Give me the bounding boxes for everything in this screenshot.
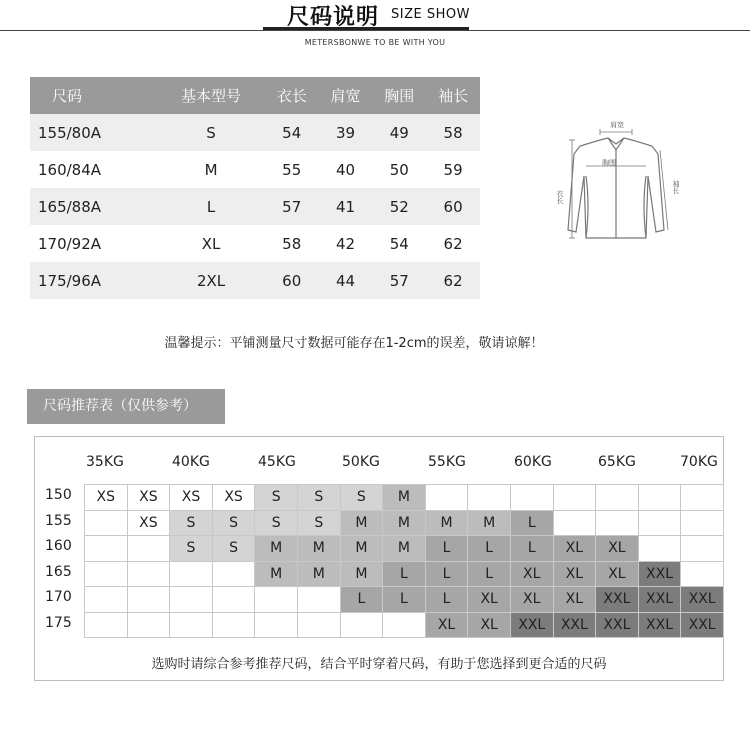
shirt-outline-icon: [568, 138, 664, 238]
size-table-header-row: [30, 77, 480, 114]
grid-cell: [127, 612, 170, 638]
grid-cell: XS: [127, 510, 170, 536]
chest-label: 胸围: [602, 159, 616, 167]
table-cell: 175/96A: [30, 262, 157, 299]
grid-cell: XL: [510, 561, 553, 587]
header-cell: 胸围: [372, 77, 426, 114]
grid-cell: L: [510, 510, 553, 536]
grid-cell: XXL: [553, 612, 596, 638]
grid-cell: [127, 561, 170, 587]
grid-cell: S: [255, 510, 298, 536]
table-row: [30, 225, 480, 262]
table-cell: 58: [426, 114, 480, 151]
weight-label: 50KG: [342, 454, 380, 470]
grid-cell: [170, 561, 213, 587]
grid-cell: XXL: [638, 587, 681, 613]
grid-cell: L: [340, 587, 383, 613]
table-row: [30, 151, 480, 188]
grid-cell: XXL: [681, 612, 724, 638]
grid-cell: XL: [510, 587, 553, 613]
table-cell: 59: [443, 160, 463, 179]
grid-cell: L: [383, 587, 426, 613]
grid-cell: M: [425, 510, 468, 536]
weight-label: 60KG: [514, 454, 552, 470]
grid-cell: XL: [553, 561, 596, 587]
grid-cell: [85, 587, 128, 613]
grid-row: [85, 510, 724, 536]
grid-cell: [510, 485, 553, 511]
grid-cell: XS: [85, 485, 128, 511]
grid-cell: [212, 561, 255, 587]
header-cell: 肩宽: [319, 77, 373, 114]
grid-cell: S: [212, 510, 255, 536]
grid-cell: M: [340, 561, 383, 587]
grid-cell: [127, 587, 170, 613]
grid-cell: M: [468, 510, 511, 536]
grid-cell: L: [510, 536, 553, 562]
weight-label: 40KG: [172, 454, 210, 470]
page-subtitle: METERSBONWE TO BE WITH YOU: [304, 38, 446, 47]
table-cell: 52: [372, 188, 426, 225]
grid-cell: L: [468, 561, 511, 587]
grid-cell: XXL: [638, 561, 681, 587]
grid-cell: [681, 510, 724, 536]
grid-cell: [85, 561, 128, 587]
grid-cell: [85, 612, 128, 638]
grid-cell: M: [297, 561, 340, 587]
weight-label: 70KG: [680, 454, 718, 470]
grid-cell: [681, 561, 724, 587]
table-cell: 160/84A: [38, 160, 102, 179]
page-title-en: SIZE SHOW: [391, 7, 470, 22]
grid-cell: XL: [425, 612, 468, 638]
weight-label: 35KG: [86, 454, 124, 470]
grid-cell: XL: [553, 536, 596, 562]
header-cell: 袖长: [426, 77, 480, 114]
table-cell: 54: [265, 114, 319, 151]
grid-cell: S: [170, 536, 213, 562]
weight-label: 65KG: [598, 454, 636, 470]
grid-cell: XXL: [638, 612, 681, 638]
table-cell: 60: [426, 188, 480, 225]
table-cell: L: [157, 188, 265, 225]
weight-label: 45KG: [258, 454, 296, 470]
grid-cell: [425, 485, 468, 511]
table-cell: 49: [372, 114, 426, 151]
grid-cell: [596, 485, 639, 511]
height-label: 165: [45, 564, 72, 580]
recommend-note: 选购时请综合参考推荐尺码，结合平时穿着尺码，有助于您选择到更合适的尺码: [151, 657, 607, 672]
grid-cell: XL: [596, 561, 639, 587]
grid-cell: [297, 612, 340, 638]
table-cell: 44: [319, 262, 373, 299]
grid-cell: [212, 612, 255, 638]
grid-cell: [340, 612, 383, 638]
table-cell: 165/88A: [30, 188, 157, 225]
grid-cell: [85, 510, 128, 536]
grid-row: [85, 536, 724, 562]
grid-cell: M: [383, 536, 426, 562]
table-cell: 39: [319, 114, 373, 151]
grid-cell: XL: [553, 587, 596, 613]
table-cell: 60: [265, 262, 319, 299]
grid-cell: M: [340, 536, 383, 562]
table-cell: 62: [443, 234, 463, 253]
height-label: 155: [45, 513, 72, 529]
table-row: [30, 262, 480, 299]
grid-cell: S: [297, 485, 340, 511]
header-cell: 衣长: [265, 77, 319, 114]
grid-cell: L: [383, 561, 426, 587]
grid-cell: [212, 587, 255, 613]
grid-cell: XS: [170, 485, 213, 511]
grid-cell: M: [255, 561, 298, 587]
table-cell: 170/92A: [38, 234, 102, 253]
grid-cell: XXL: [681, 587, 724, 613]
grid-cell: [681, 485, 724, 511]
table-cell: 57: [265, 188, 319, 225]
table-cell: 42: [335, 234, 356, 253]
height-label: 150: [45, 487, 72, 503]
shoulder-label: 肩宽: [610, 121, 624, 129]
grid-cell: S: [297, 510, 340, 536]
grid-cell: [553, 485, 596, 511]
grid-cell: M: [383, 510, 426, 536]
grid-cell: [297, 587, 340, 613]
table-cell: 55: [282, 160, 302, 179]
sleeve-label: 袖长: [672, 180, 680, 194]
grid-cell: S: [170, 510, 213, 536]
grid-row: [85, 561, 724, 587]
table-cell: 2XL: [157, 262, 265, 299]
size-table: [30, 77, 480, 299]
grid-cell: XXL: [510, 612, 553, 638]
grid-cell: [596, 510, 639, 536]
height-label: 160: [45, 538, 72, 554]
grid-cell: [255, 612, 298, 638]
grid-cell: [681, 536, 724, 562]
recommend-section-label: 尺码推荐表（仅供参考）: [27, 389, 225, 424]
grid-cell: M: [297, 536, 340, 562]
grid-cell: XXL: [596, 587, 639, 613]
size-recommend-grid: [84, 484, 724, 638]
grid-row: [85, 612, 724, 638]
header-cell: 基本型号: [157, 77, 265, 114]
height-label: 175: [45, 615, 72, 631]
table-cell: S: [157, 114, 265, 151]
grid-cell: [553, 510, 596, 536]
grid-cell: [638, 536, 681, 562]
grid-cell: M: [255, 536, 298, 562]
height-label: 170: [45, 589, 72, 605]
grid-cell: XL: [468, 587, 511, 613]
grid-cell: XS: [127, 485, 170, 511]
table-cell: XL: [201, 234, 221, 253]
grid-cell: S: [340, 485, 383, 511]
grid-cell: L: [425, 587, 468, 613]
grid-cell: [638, 510, 681, 536]
grid-cell: [383, 612, 426, 638]
length-label: 衣长: [556, 190, 564, 204]
grid-cell: S: [212, 536, 255, 562]
table-cell: 41: [319, 188, 373, 225]
grid-cell: [468, 485, 511, 511]
page-title: 尺码说明: [287, 5, 380, 30]
table-cell: 155/80A: [30, 114, 157, 151]
grid-row: [85, 485, 724, 511]
garment-measurement-diagram: [550, 110, 695, 255]
measurement-tip: 温馨提示：平铺测量尺寸数据可能存在1-2cm的误差，敬请谅解！: [164, 336, 544, 351]
grid-cell: [85, 536, 128, 562]
table-cell: 58: [282, 234, 302, 253]
table-cell: 54: [389, 234, 409, 253]
grid-cell: XL: [596, 536, 639, 562]
grid-cell: M: [383, 485, 426, 511]
grid-cell: L: [468, 536, 511, 562]
grid-cell: XL: [468, 612, 511, 638]
header-cell: 尺码: [30, 77, 157, 114]
grid-cell: M: [340, 510, 383, 536]
grid-cell: L: [425, 561, 468, 587]
grid-row: [85, 587, 724, 613]
table-cell: 50: [389, 160, 409, 179]
grid-cell: L: [425, 536, 468, 562]
table-cell: 62: [426, 262, 480, 299]
table-row: [30, 114, 480, 151]
weight-label: 55KG: [428, 454, 466, 470]
grid-cell: [170, 612, 213, 638]
grid-cell: [638, 485, 681, 511]
table-cell: 57: [372, 262, 426, 299]
grid-cell: [255, 587, 298, 613]
table-cell: M: [204, 160, 218, 179]
grid-cell: S: [255, 485, 298, 511]
grid-cell: [170, 587, 213, 613]
grid-cell: XS: [212, 485, 255, 511]
grid-cell: [127, 536, 170, 562]
grid-cell: XXL: [596, 612, 639, 638]
table-row: [30, 188, 480, 225]
table-cell: 40: [335, 160, 356, 179]
